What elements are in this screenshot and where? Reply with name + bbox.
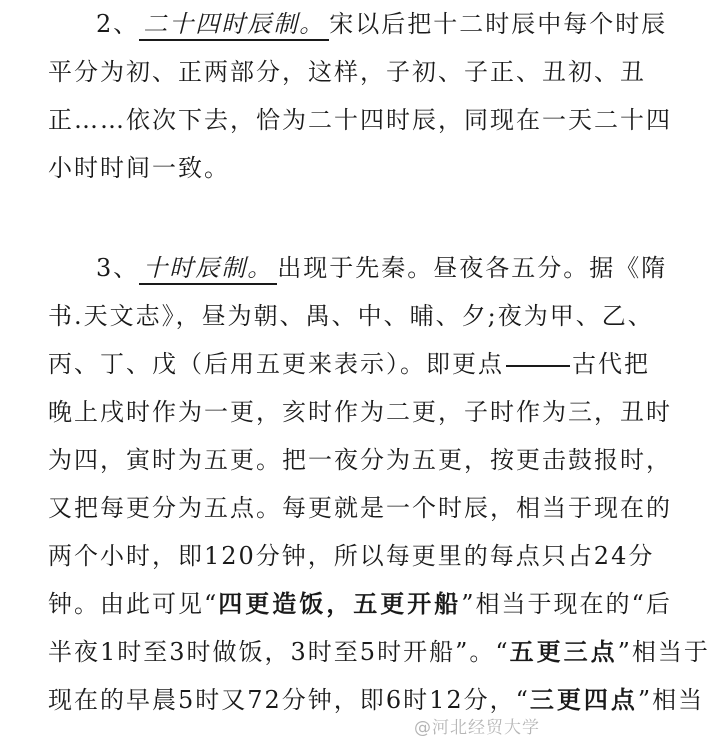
paragraph-10-shichen — [48, 244, 710, 724]
bold-phrase: 四更造饭，五更开船 — [218, 590, 462, 618]
bold-phrase: 五更三点 — [509, 638, 618, 666]
bold-phrase: 三更四点 — [529, 686, 638, 714]
line-text: ”相当 — [637, 686, 705, 714]
text-line: 书.天文志》，昼为朝、禺、中、晡、夕;夜为甲、乙、 — [48, 302, 654, 330]
text-line: 平分为初、正两部分，这样，子初、子正、丑初、丑 — [48, 58, 646, 86]
watermark: @河北经贸大学 — [414, 718, 540, 738]
text-line: 正……依次下去，恰为二十四时辰，同现在一天二十四 — [48, 106, 672, 134]
text-line — [48, 340, 668, 388]
paragraph-24-shichen — [48, 0, 672, 192]
text-line — [48, 244, 668, 292]
line-text: 丙、丁、戊（后用五更来表示）。即更点 — [48, 350, 504, 378]
line-text: ”相当于现在的“后 — [461, 590, 672, 618]
text-line: 晚上戌时作为一更，亥时作为二更，子时作为三，丑时 — [48, 398, 672, 426]
handwritten-term: 二十四时辰制。 — [139, 10, 329, 41]
text-line — [48, 580, 672, 628]
text-line: 为四，寅时为五更。把一夜分为五更，按更击鼓报时， — [48, 446, 672, 474]
line-text: 半夜1时至3时做饭，3时至5时开船”。“ — [48, 638, 510, 666]
item-number: 3、 — [96, 254, 140, 282]
line-text: 出现于先秦。昼夜各五分。据《隋 — [277, 254, 668, 282]
item-number: 2、 — [96, 10, 140, 38]
text-line — [48, 628, 710, 676]
em-dash-rule — [506, 365, 570, 367]
line-text: 6时12分，“ — [385, 686, 530, 714]
line-text: 宋以后把十二时辰中每个时辰 — [329, 10, 668, 38]
line-text: 古代把 — [572, 350, 650, 378]
text-line — [48, 676, 705, 724]
line-text: ”相当于 — [617, 638, 710, 666]
text-line — [48, 0, 668, 48]
text-line: 又把每更分为五点。每更就是一个时辰，相当于现在的 — [48, 494, 672, 522]
line-text: 钟。由此可见“ — [48, 590, 219, 618]
text-line: 两个小时，即120分钟，所以每更里的每点只占24分 — [48, 542, 655, 570]
text-line: 小时时间一致。 — [48, 154, 230, 182]
line-text: 现在的早晨5时又72分钟，即 — [48, 686, 386, 714]
handwritten-term: 十时辰制。 — [139, 254, 277, 285]
